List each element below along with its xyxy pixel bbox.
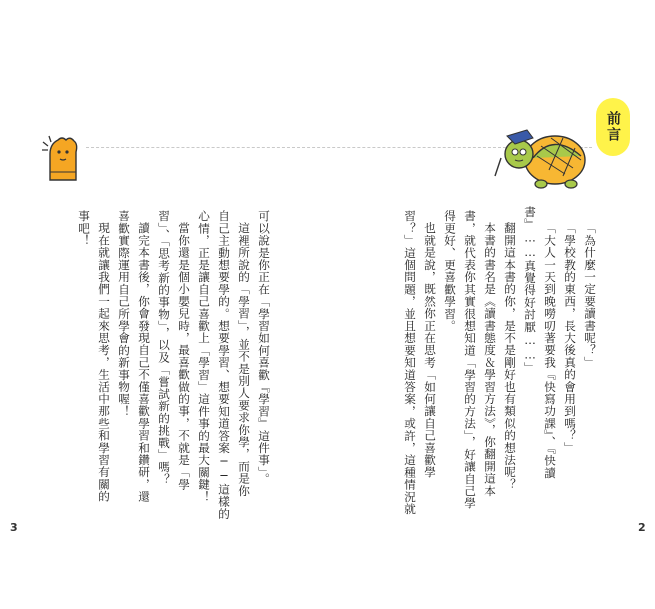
text-column: 書，就代表你其實很想知道「學習的方法」，好讓自己學 (463, 210, 477, 510)
section-title: 前言 (605, 111, 621, 143)
text-column: 書』……真覺得好討厭……」 (523, 206, 537, 375)
orange-hand-mascot-icon (40, 132, 86, 182)
text-column: 現在就讓我們一起來思考，生活中那些和學習有關的 (97, 222, 111, 503)
top-dashed-line-left (86, 147, 506, 148)
text-column: 可以說是你正在「學習如何喜歡『學習』這件事」。 (257, 210, 271, 485)
text-column: 讀完本書後，你會發現自己不僅喜歡學習和鑽研，還 (137, 222, 151, 503)
page-number-left: 3 (10, 521, 18, 534)
page-number-right: 2 (638, 521, 646, 534)
text-column: 也就是說，既然你正在思考「如何讓自己喜歡學 (423, 222, 437, 479)
text-column: 翻開這本書的你，是不是剛好也有類似的想法呢？ (503, 222, 517, 491)
text-column: 本書的書名是《讀書態度＆學習方法》，你翻開這本 (483, 222, 497, 497)
text-column: 習？」這個問題，並且想要知道答案，或許，這種情況就 (403, 210, 417, 515)
text-column: 習」、「思考新的事物」，以及「嘗試新的挑戰」嗎？ (157, 210, 171, 486)
text-column: 這裡所說的「學習」，並不是別人要求你學，而是你 (237, 222, 251, 497)
text-column: 喜歡實際運用自己所學會的新事物喔！ (117, 210, 131, 418)
text-column: 得更好、更喜歡學習。 (443, 210, 457, 332)
text-column: 「大人一天到晚嘮叨著要我『快寫功課』、『快讀 (543, 222, 557, 479)
text-column: 「為什麼一定要讀書呢？」 (583, 222, 597, 369)
text-column: 當你還是個小嬰兒時，最喜歡做的事，不就是「學 (177, 222, 191, 491)
section-title-badge (596, 98, 630, 156)
turtle-teacher-icon (493, 118, 593, 196)
text-column: 自己主動想要學的。想要學習、想要知道答案──這樣的 (217, 210, 231, 520)
text-column: 心情，正是讓自己喜歡上「學習」這件事的最大關鍵！ (197, 210, 211, 503)
text-column: 「學校教的東西，長大後真的會用到嗎？」 (563, 222, 577, 454)
text-column: 事吧！ (77, 210, 91, 247)
